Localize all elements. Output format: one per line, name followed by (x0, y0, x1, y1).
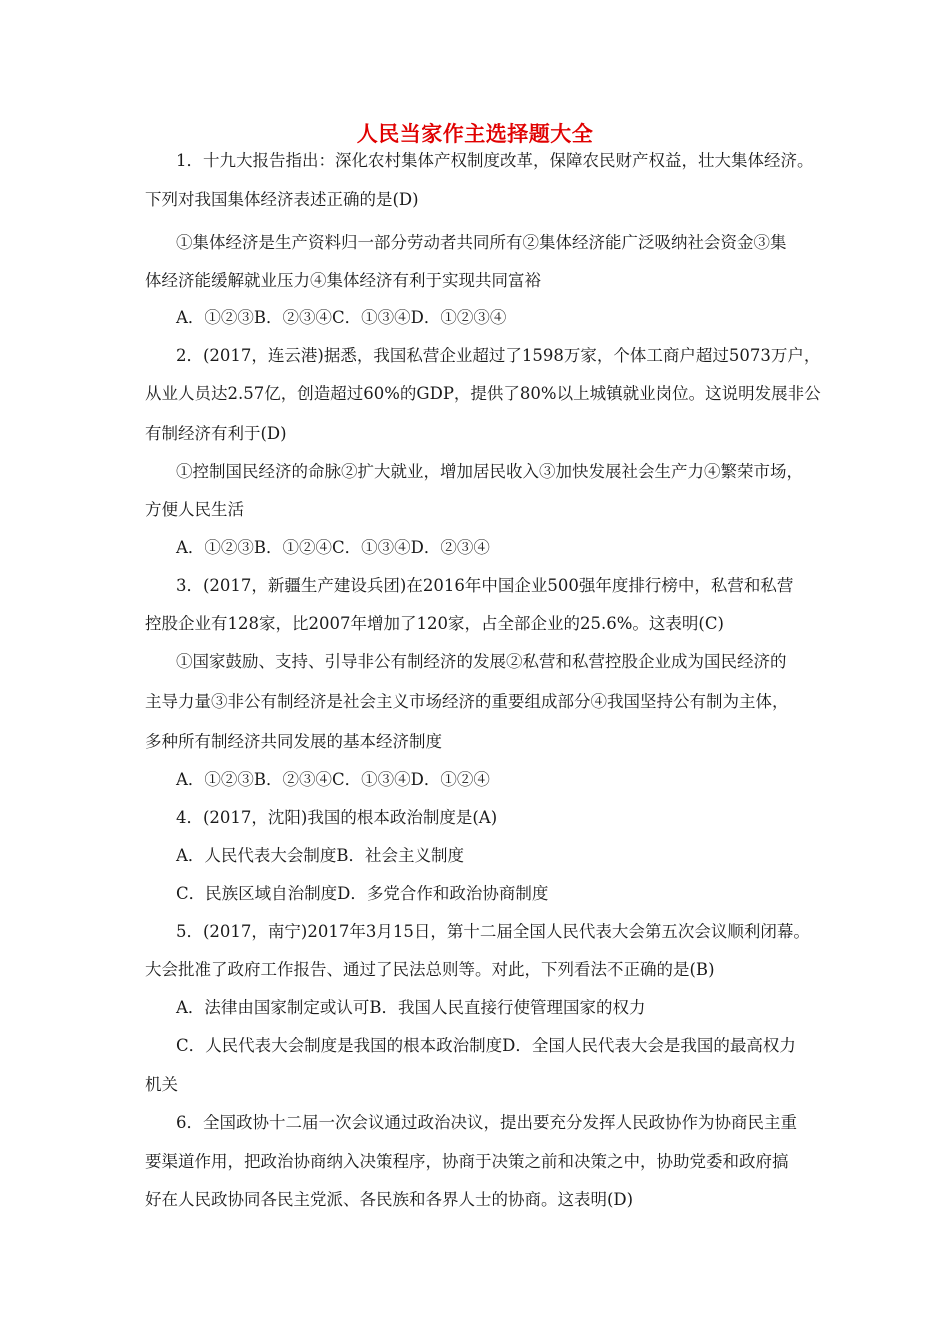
text-line: 要渠道作用，把政治协商纳入决策程序，协商于决策之前和决策之中，协助党委和政府搞 (145, 1152, 789, 1171)
text-line: A．①②③B．②③④C．①③④D．①②③④ (176, 308, 507, 327)
text-line: A．①②③B．①②④C．①③④D．②③④ (176, 538, 490, 557)
text-line: 体经济能缓解就业压力④集体经济有利于实现共同富裕 (145, 271, 541, 290)
text-line: 控股企业有128家，比2007年增加了120家，占全部企业的25.6%。这表明(C) (145, 614, 724, 633)
text-line: 多种所有制经济共同发展的基本经济制度 (145, 732, 442, 751)
text-line: 方便人民生活 (145, 500, 244, 519)
document-title: 人民当家作主选择题大全 (356, 122, 594, 146)
text-line: 2．(2017，连云港)据悉，我国私营企业超过了1598万家，个体工商户超过5073万户， (176, 346, 821, 365)
text-line: 好在人民政协同各民主党派、各民族和各界人士的协商。这表明(D) (145, 1190, 634, 1209)
text-line: 主导力量③非公有制经济是社会主义市场经济的重要组成部分④我国坚持公有制为主体， (145, 692, 789, 711)
text-line: A．人民代表大会制度B．社会主义制度 (176, 846, 465, 865)
text-line: A．①②③B．②③④C．①③④D．①②④ (176, 770, 490, 789)
text-line: 3．(2017，新疆生产建设兵团)在2016年中国企业500强年度排行榜中，私营和私营 (176, 576, 794, 595)
text-line: ①国家鼓励、支持、引导非公有制经济的发展②私营和私营控股企业成为国民经济的 (176, 652, 787, 671)
text-line: 4．(2017，沈阳)我国的根本政治制度是(A) (176, 808, 498, 827)
text-line: C．人民代表大会制度是我国的根本政治制度D．全国人民代表大会是我国的最高权力 (176, 1036, 796, 1055)
text-line: A．法律由国家制定或认可B．我国人民直接行使管理国家的权力 (176, 998, 646, 1017)
text-line: C．民族区域自治制度D．多党合作和政治协商制度 (176, 884, 549, 903)
text-line: 5．(2017，南宁)2017年3月15日，第十二届全国人民代表大会第五次会议顺利闭幕。 (176, 922, 810, 941)
text-line: 有制经济有利于(D) (145, 424, 287, 443)
text-line: 1．十九大报告指出：深化农村集体产权制度改革，保障农民财产权益，壮大集体经济。 (176, 151, 814, 170)
text-line: 大会批准了政府工作报告、通过了民法总则等。对此，下列看法不正确的是(B) (145, 960, 715, 979)
text-line: 从业人员达2.57亿，创造超过60%的GDP，提供了80%以上城镇就业岗位。这说明发展非公 (145, 384, 821, 403)
text-line: ①集体经济是生产资料归一部分劳动者共同所有②集体经济能广泛吸纳社会资金③集 (176, 233, 787, 252)
text-line: 机关 (145, 1075, 178, 1094)
text-line: 6．全国政协十二届一次会议通过政治决议，提出要充分发挥人民政协作为协商民主重 (176, 1113, 797, 1132)
text-line: ①控制国民经济的命脉②扩大就业，增加居民收入③加快发展社会生产力④繁荣市场， (176, 462, 803, 481)
text-line: 下列对我国集体经济表述正确的是(D) (145, 190, 419, 209)
